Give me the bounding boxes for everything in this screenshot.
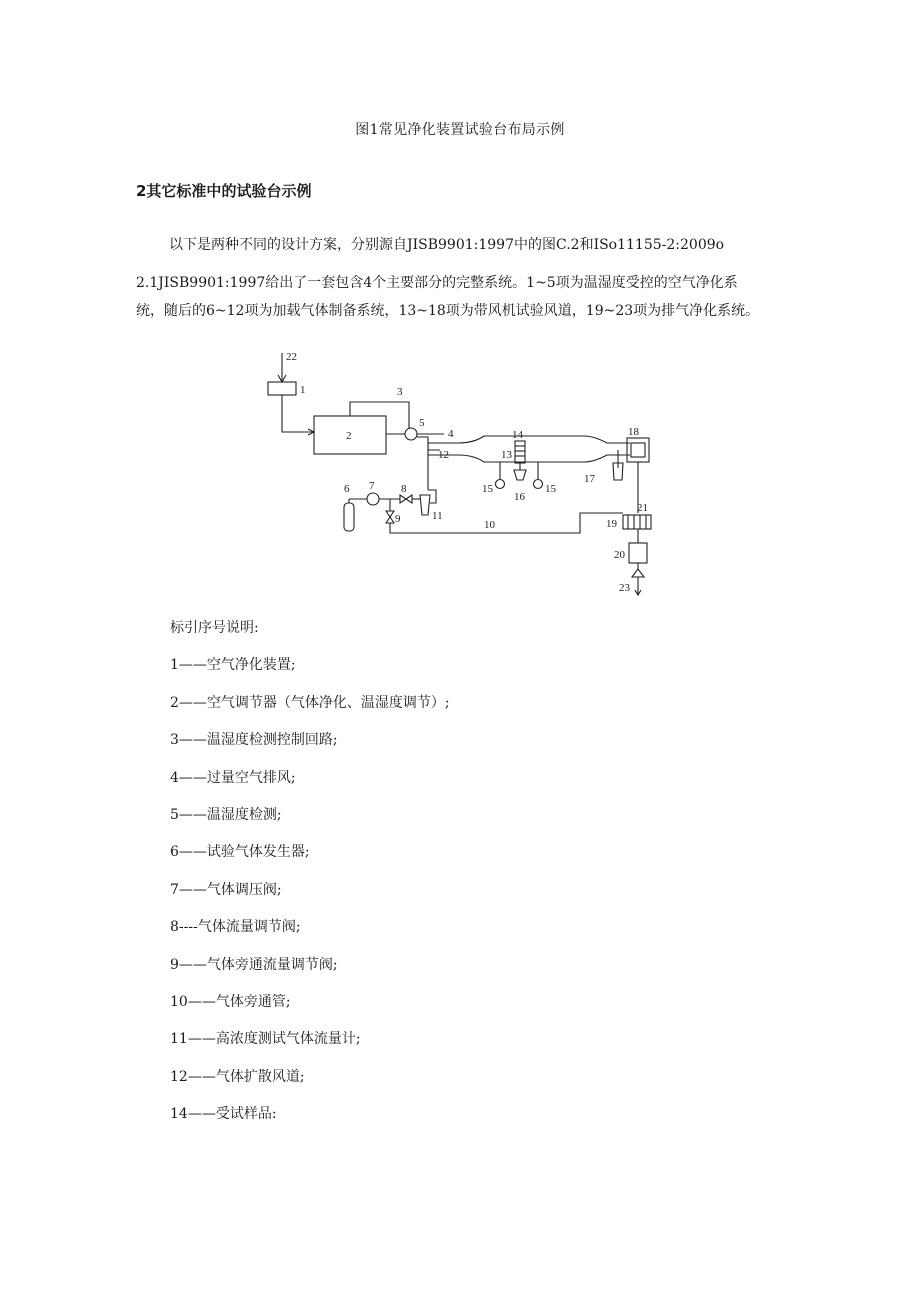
duct-top-wall — [428, 436, 630, 443]
probe-15-right — [534, 480, 543, 489]
humidity-sensor-circle — [405, 428, 417, 440]
bypass-pipe — [390, 513, 623, 533]
paragraph-description-line: 统，随后的6~12项为加载气体制备系统，13~18项为带风机试验风道，19~23项为排气净化系统。 — [136, 303, 760, 319]
diagram-label: 5 — [419, 417, 425, 429]
section-heading: 2其它标准中的试验台示例 — [136, 182, 312, 200]
sampler-16 — [514, 470, 526, 480]
diagram-label: 19 — [606, 518, 617, 530]
gas-cylinder — [344, 503, 354, 531]
legend-list — [170, 613, 450, 1136]
flow-control-valve — [400, 495, 412, 503]
diagram-label: 11 — [432, 510, 443, 522]
fan-box — [627, 438, 649, 462]
diagram-label: 21 — [637, 502, 648, 514]
paragraph-description-line: 2.1JISB9901:1997给出了一套包含4个主要部分的完整系统。1~5项为温湿度受控的空气净化系 — [136, 275, 738, 291]
air-purifier-box — [268, 382, 296, 395]
probe-15-left — [496, 480, 505, 489]
legend-item: 5——温湿度检测; — [170, 806, 282, 823]
legend-item: 10——气体旁通管; — [170, 993, 291, 1010]
paragraph-intro: 以下是两种不同的设计方案，分别源自JISB9901:1997中的图C.2和ISo11155-2:2009o — [169, 237, 725, 253]
paragraph-description — [136, 269, 796, 325]
diagram-label: 4 — [448, 428, 454, 440]
test-rig-diagram — [262, 345, 662, 600]
diagram-label: 22 — [286, 351, 297, 363]
legend-item: 12——气体扩散风道; — [170, 1068, 305, 1085]
diagram-label: 15 — [545, 483, 556, 495]
legend-item: 3——温湿度检测控制回路; — [170, 732, 338, 749]
legend-item: 7——气体调压阀; — [170, 881, 282, 898]
legend-item: 9——气体旁通流量调节阀; — [170, 956, 338, 973]
diagram-label: 12 — [438, 449, 449, 461]
diagram-label: 6 — [344, 483, 350, 495]
diagram-label: 7 — [369, 480, 375, 492]
figure-caption: 图1常见净化装置试验台布局示例 — [355, 122, 565, 138]
legend-item: 14——受试样品: — [170, 1106, 277, 1123]
diagram-label: 2 — [346, 430, 352, 442]
legend-item: 2——空气调节器（气体净化、温湿度调节）; — [170, 694, 450, 711]
fan-inner — [631, 443, 645, 457]
flowmeter-11 — [420, 495, 430, 515]
diagram-label: 1 — [300, 384, 306, 396]
legend-title: 标引序号说明: — [170, 620, 259, 636]
diagram-label: 20 — [614, 549, 625, 561]
diagram-label: 9 — [395, 513, 401, 525]
legend-item: 1——空气净化装置; — [170, 657, 296, 674]
diagram-label: 18 — [628, 426, 639, 438]
test-sample-rect — [515, 441, 525, 463]
legend-item: 6——试验气体发生器; — [170, 844, 310, 861]
diagram-label: 10 — [484, 519, 495, 531]
duct-bottom-wall — [428, 455, 630, 462]
exhaust-purifier-19 — [623, 515, 651, 529]
purifier-to-conditioner-pipe — [282, 395, 314, 432]
legend-item: 11——高浓度测试气体流量计; — [170, 1031, 361, 1048]
diagram-label: 23 — [619, 582, 630, 594]
diagram-label: 8 — [401, 483, 407, 495]
exhaust-unit-20 — [629, 543, 647, 563]
bypass-valve — [386, 511, 394, 523]
diagram-label: 15 — [482, 483, 493, 495]
diagram-label: 17 — [584, 473, 595, 485]
legend-item: 4——过量空气排风; — [170, 769, 296, 786]
pressure-regulator-circle — [367, 493, 379, 505]
exhaust-fan-triangle — [632, 569, 644, 577]
legend-item: 8----气体流量调节阀; — [170, 919, 301, 936]
diagram-label: 13 — [501, 449, 512, 461]
diagram-label: 16 — [514, 491, 525, 503]
diagram-label: 14 — [512, 429, 523, 441]
diagram-label: 3 — [397, 386, 403, 398]
